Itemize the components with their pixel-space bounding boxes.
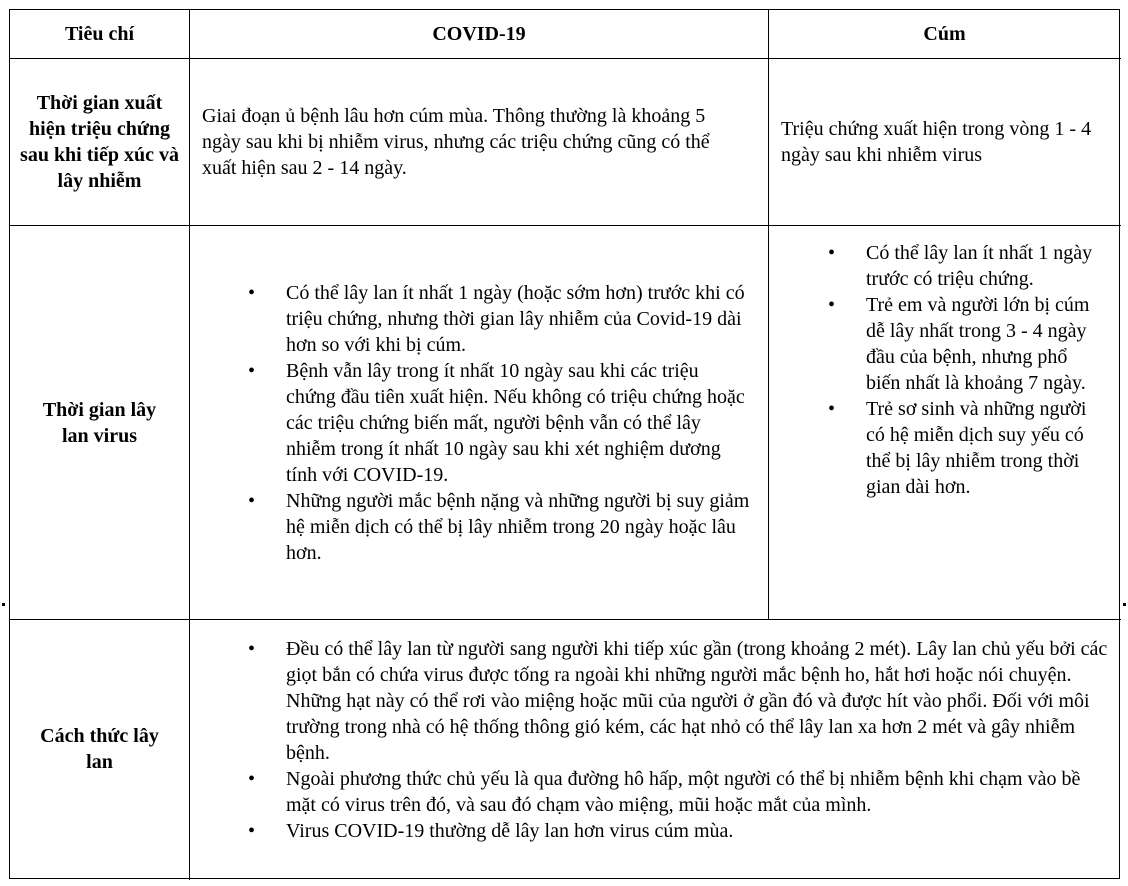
row-2-covid <box>190 226 768 619</box>
row-1-flu-text: Triệu chứng xuất hiện trong vòng 1 - 4 ngày sau khi nhiễm virus <box>781 118 1092 166</box>
bullet-item: • Trẻ sơ sinh và những người có hệ miễn dịch suy yếu có thể bị lây nhiễm trong thời gian dài hơn. <box>866 396 1106 500</box>
header-covid: COVID-19 <box>432 22 526 45</box>
bullet-item: • Trẻ em và người lớn bị cúm dễ lây nhất trong 3 - 4 ngày đầu của bệnh, nhưng phổ biến nhất là khoảng 7 ngày. <box>866 292 1106 396</box>
bullet-item: • Có thể lây lan ít nhất 1 ngày (hoặc sớm hơn) trước khi có triệu chứng, nhưng thời gian lây nhiễm của Covid-19 dài hơn so với khi bị cúm. <box>286 280 752 358</box>
row-3-merged <box>190 620 1119 878</box>
row-1-covid-text: Giai đoạn ủ bệnh lâu hơn cúm mùa. Thông thường là khoảng 5 ngày sau khi bị nhiễm virus, nhưng các triệu chứng cũng có thể xuất hiện sau 2 - 14 ngày. <box>202 105 710 179</box>
bullet-item: • Có thể lây lan ít nhất 1 ngày trước có triệu chứng. <box>866 240 1106 292</box>
row-1-criterion: Thời gian xuất hiện triệu chứng sau khi tiếp xúc và lây nhiễm <box>20 92 179 192</box>
bullet-item: • Ngoài phương thức chủ yếu là qua đường hô hấp, một người có thể bị nhiễm bệnh khi chạm vào bề mặt có virus trên đó, và sau đó chạm vào miệng, mũi hoặc mắt của mình. <box>286 766 1111 818</box>
row-3-criterion: Cách thức lây lan <box>40 725 159 773</box>
bullet-item: • Virus COVID-19 thường dễ lây lan hơn virus cúm mùa. <box>286 818 1111 844</box>
header-criterion: Tiêu chí <box>64 22 135 45</box>
flu-spread-list <box>866 240 1106 500</box>
left-edge-mark <box>2 603 5 606</box>
bullet-item: • Bệnh vẫn lây trong ít nhất 10 ngày sau khi các triệu chứng đầu tiên xuất hiện. Nếu không có triệu chứng hoặc các triệu chứng biến mất, người bệnh vẫn có thể lây nhiễm trong ít nhất 10 ngày sau khi xét nghiệm dương tính với COVID-19. <box>286 358 752 488</box>
row-1-flu <box>769 59 1120 225</box>
header-flu: Cúm <box>923 22 966 45</box>
row-2-flu <box>769 226 1120 619</box>
right-edge-mark <box>1123 603 1126 606</box>
bullet-item: • Những người mắc bệnh nặng và những người bị suy giảm hệ miễn dịch có thể bị lây nhiễm trong 20 ngày hoặc lâu hơn. <box>286 488 752 566</box>
covid-spread-list <box>286 280 752 566</box>
comparison-table <box>9 9 1120 879</box>
transmission-list <box>286 636 1111 844</box>
bullet-item: • Đều có thể lây lan từ người sang người khi tiếp xúc gần (trong khoảng 2 mét). Lây lan chủ yếu bởi các giọt bắn có chứa virus được tống ra ngoài khi những người mắc bệnh ho, hắt hơi hoặc nói chuyện. Những hạt này có thể rơi vào miệng hoặc mũi của người ở gần đó và được hít vào phổi. Đối với môi trường trong nhà có hệ thống thông gió kém, các hạt nhỏ có thể lây lan xa hơn 2 mét và gây nhiễm bệnh. <box>286 636 1111 766</box>
row-2-criterion: Thời gian lây lan virus <box>42 398 157 447</box>
row-1-covid <box>190 59 768 225</box>
